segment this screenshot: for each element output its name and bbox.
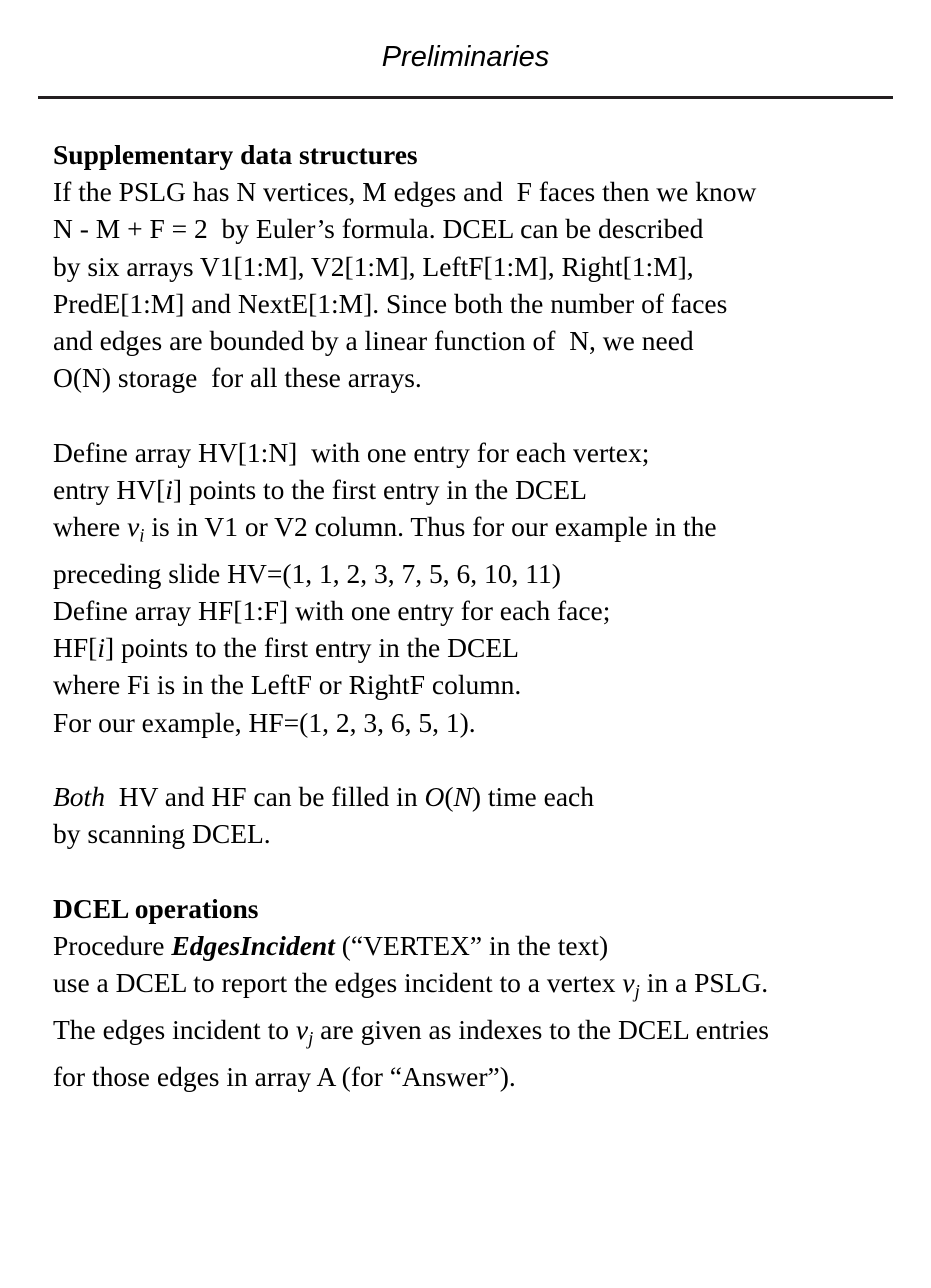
body-line <box>53 1011 903 1058</box>
body-line: where Fi is in the LeftF or RightF column. <box>53 669 522 701</box>
body-line <box>53 964 903 1011</box>
body-line <box>53 508 903 555</box>
text-run: Procedure <box>53 929 172 961</box>
body-line: If the PSLG has N vertices, M edges and F faces then we know <box>53 176 757 208</box>
body-line: and edges are bounded by a linear function of N, we need <box>53 325 694 357</box>
italic-index-i: i <box>97 632 105 664</box>
slide-body <box>53 136 903 1095</box>
text-run: ) <box>471 781 482 813</box>
body-line <box>53 629 903 666</box>
subscript-j: j <box>308 1028 314 1050</box>
text-run: HV and HF can be filled in <box>104 781 425 813</box>
body-line: O(N) storage for all these arrays. <box>53 362 422 394</box>
body-line: for those edges in array A (for “Answer”). <box>53 1060 516 1092</box>
procedure-name-edgesincident: EdgesIncident <box>171 929 335 961</box>
subscript-j: j <box>634 981 640 1003</box>
heading-supplementary-data-structures: Supplementary data structures <box>53 139 418 170</box>
body-line: preceding slide HV=(1, 1, 2, 3, 7, 5, 6, 10, 11) <box>53 557 561 589</box>
text-run: use a DCEL to report the edges incident to a vertex <box>53 967 623 999</box>
paragraph-gap <box>53 741 903 778</box>
text-run: where <box>53 511 128 543</box>
body-line: Define array HF[1:F] with one entry for each face; <box>53 595 611 627</box>
body-line: by six arrays V1[1:M], V2[1:M], LeftF[1:M], Right[1:M], <box>53 250 694 282</box>
text-run: time each <box>481 781 595 813</box>
italic-variable-v: v <box>127 511 140 543</box>
text-run: ] points to the first entry in the DCEL <box>104 632 519 664</box>
text-run: ( <box>444 781 454 813</box>
text-run: in a PSLG. <box>639 967 769 999</box>
text-run: HF[ <box>53 632 98 664</box>
title-divider <box>38 96 893 99</box>
page-title: Preliminaries <box>381 41 550 73</box>
paragraph-gap <box>53 852 903 889</box>
italic-both: Both <box>53 781 105 813</box>
italic-index-i: i <box>165 473 173 505</box>
text-run: The edges incident to <box>53 1013 296 1045</box>
subscript-i: i <box>139 525 145 547</box>
text-run: are given as indexes to the DCEL entries <box>313 1013 769 1045</box>
text-run: (“VERTEX” in the text) <box>334 929 609 961</box>
text-run: ] points to the first entry in the DCEL <box>172 473 587 505</box>
text-run: entry HV[ <box>53 473 166 505</box>
heading-dcel-operations: DCEL operations <box>53 892 259 924</box>
italic-variable-v: v <box>295 1013 309 1045</box>
italic-big-o: O <box>424 781 445 813</box>
body-line: For our example, HF=(1, 2, 3, 6, 5, 1). <box>53 706 476 738</box>
body-line <box>53 471 903 508</box>
body-line <box>53 927 903 964</box>
body-line: N - M + F = 2 by Euler’s formula. DCEL can be described <box>53 213 704 245</box>
body-line: Define array HV[1:N] with one entry for each vertex; <box>53 436 650 468</box>
text-run: is in V1 or V2 column. Thus for our example in the <box>144 511 717 543</box>
body-line: by scanning DCEL. <box>53 818 271 850</box>
italic-variable-n: N <box>453 781 472 813</box>
italic-variable-v: v <box>622 967 635 999</box>
paragraph-gap <box>53 396 903 433</box>
body-line <box>53 778 903 815</box>
body-line: PredE[1:M] and NextE[1:M]. Since both the number of faces <box>53 287 728 319</box>
